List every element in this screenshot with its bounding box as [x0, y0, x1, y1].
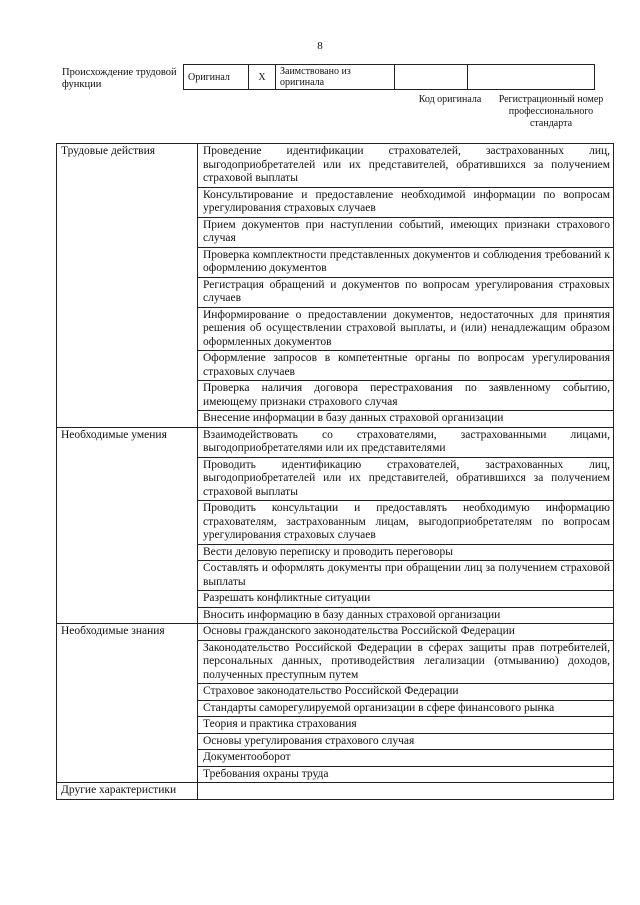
section-label: Необходимые знания: [57, 624, 198, 783]
reg-number-cell: [468, 65, 595, 90]
section-item: Законодательство Российской Федерации в сферах защиты прав потребителей, персональных данных, противодействия легализации (отмыванию) доходов, полученных преступным путем: [198, 640, 614, 684]
table-row: [57, 427, 614, 457]
section-item: Информирование о предоставлении документов, недостаточных для принятия решения об осуществлении страховой выплаты, и (или) ненадлежащим образом оформленных документов: [198, 307, 614, 351]
section-item: Страховое законодательство Российской Федерации: [198, 684, 614, 701]
section-item: Проверка комплектности представленных документов и соблюдения требований к оформлению документов: [198, 247, 614, 277]
section-label: Необходимые умения: [57, 427, 198, 624]
section-item: Основы гражданского законодательства Российской Федерации: [198, 624, 614, 641]
section-item: Оформление запросов в компетентные органы по вопросам урегулирования страховых случаев: [198, 351, 614, 381]
borrowed-cell: Заимствовано из оригинала: [276, 65, 395, 90]
section-item: Проводить идентификацию страхователей, застрахованных лиц, выгодоприобретателей или их представителей, обратившихся за получением страховой выплаты: [198, 457, 614, 501]
section-item: Проверка наличия договора перестрахования по заявленному событию, имеющему признаки страхового случая: [198, 381, 614, 411]
section-label: Другие характеристики: [57, 783, 198, 800]
section-item: Проводить консультации и предоставлять необходимую информацию страхователям, застрахованным лицам, выгодоприобретателям по вопросам урегулирования страховых случаев: [198, 501, 614, 545]
section-item: Проведение идентификации страхователей, застрахованных лиц, выгодоприобретателей или их представителей, обратившихся за получением страховой выплаты: [198, 144, 614, 188]
section-item: Теория и практика страхования: [198, 717, 614, 734]
section-item: Консультирование и предоставление необходимой информации по вопросам урегулирования страховых случаев: [198, 187, 614, 217]
section-item: Взаимодействовать со страхователями, застрахованными лицами, выгодоприобретателями или их представителями: [198, 427, 614, 457]
section-item: Вести деловую переписку и проводить переговоры: [198, 544, 614, 561]
section-item: Составлять и оформлять документы при обращении лиц за получением страховой выплаты: [198, 561, 614, 591]
section-label: Трудовые действия: [57, 144, 198, 428]
section-item: Прием документов при наступлении событий, имеющих признаки страхового случая: [198, 217, 614, 247]
code-caption: Код оригинала: [418, 94, 482, 105]
original-code-cell: [395, 65, 468, 90]
table-row: [57, 624, 614, 641]
table-row: [57, 144, 614, 188]
section-item: Внесение информации в базу данных страховой организации: [198, 411, 614, 428]
origin-label: Происхождение трудовой функции: [62, 67, 177, 90]
page-number: 8: [317, 40, 323, 52]
original-x-mark: X: [249, 65, 276, 90]
section-item: [198, 783, 614, 800]
section-item: Документооборот: [198, 750, 614, 767]
section-item: Стандарты саморегулируемой организации в сфере финансового рынка: [198, 700, 614, 717]
table-row: [57, 783, 614, 800]
section-item: Регистрация обращений и документов по вопросам урегулирования страховых случаев: [198, 277, 614, 307]
section-item: Требования охраны труда: [198, 766, 614, 783]
section-item: Разрешать конфликтные ситуации: [198, 591, 614, 608]
origin-table: [183, 64, 595, 90]
reg-caption: Регистрационный номер профессионального стандарта: [498, 94, 604, 129]
function-table: [56, 143, 614, 800]
section-item: Основы урегулирования страхового случая: [198, 733, 614, 750]
section-item: Вносить информацию в базу данных страховой организации: [198, 607, 614, 624]
original-cell: Оригинал: [184, 65, 249, 90]
